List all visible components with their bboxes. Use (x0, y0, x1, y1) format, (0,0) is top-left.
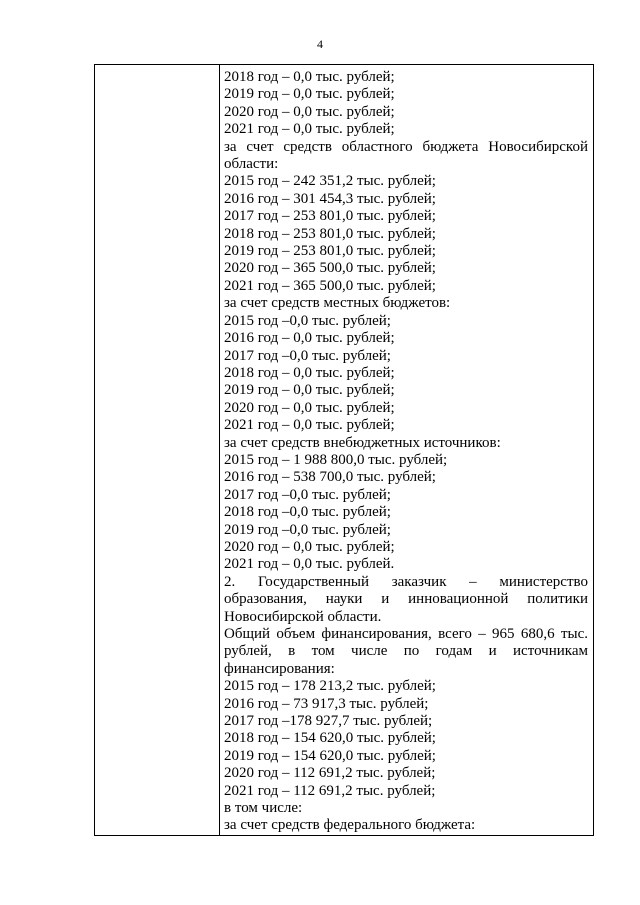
extrabudget-line: 2018 год –0,0 тыс. рублей; (224, 504, 391, 521)
column-divider (219, 65, 220, 835)
local-line: 2015 год –0,0 тыс. рублей; (224, 312, 391, 329)
regional-heading: за счет средств областного бюджета Новосибирской (224, 138, 588, 155)
extrabudget-line: 2015 год – 1 988 800,0 тыс. рублей; (224, 451, 448, 468)
table-left-cell (95, 65, 219, 835)
customer-year-line: 2021 год – 112 691,2 тыс. рублей; (224, 782, 436, 799)
local-line: 2020 год – 0,0 тыс. рублей; (224, 399, 395, 416)
local-line: 2018 год – 0,0 тыс. рублей; (224, 364, 395, 381)
federal-line: 2019 год – 0,0 тыс. рублей; (224, 86, 395, 103)
local-line: 2016 год – 0,0 тыс. рублей; (224, 330, 395, 347)
table-right-cell (224, 69, 588, 835)
regional-line: 2017 год – 253 801,0 тыс. рублей; (224, 208, 436, 225)
extrabudget-line: 2016 год – 538 700,0 тыс. рублей; (224, 469, 436, 486)
customer-year-line: 2019 год – 154 620,0 тыс. рублей; (224, 747, 436, 764)
regional-line: 2020 год – 365 500,0 тыс. рублей; (224, 260, 436, 277)
regional-line: 2016 год – 301 454,3 тыс. рублей; (224, 190, 436, 207)
regional-line: 2021 год – 365 500,0 тыс. рублей; (224, 277, 436, 294)
customer-year-line: 2018 год – 154 620,0 тыс. рублей; (224, 730, 436, 747)
including-label: в том числе: (224, 800, 303, 817)
customer-year-line: 2020 год – 112 691,2 тыс. рублей; (224, 765, 436, 782)
customer-year-line: 2017 год –178 927,7 тыс. рублей; (224, 713, 433, 730)
regional-line: 2015 год – 242 351,2 тыс. рублей; (224, 173, 436, 190)
local-line: 2017 год –0,0 тыс. рублей; (224, 347, 391, 364)
extrabudget-line: 2020 год – 0,0 тыс. рублей; (224, 538, 395, 555)
regional-line: 2019 год – 253 801,0 тыс. рублей; (224, 243, 436, 260)
total-line: финансирования: (224, 660, 335, 677)
total-line: Общий объем финансирования, всего – 965 680,6 тыс. (224, 626, 588, 642)
federal-line: 2020 год – 0,0 тыс. рублей; (224, 103, 395, 120)
page-number: 4 (317, 37, 323, 51)
customer-year-line: 2016 год – 73 917,3 тыс. рублей; (224, 695, 429, 712)
regional-line: 2018 год – 253 801,0 тыс. рублей; (224, 225, 436, 242)
regional-heading-cont: области: (224, 156, 279, 173)
total-line: рублей, в том числе по годам и источникам (224, 643, 588, 660)
extrabudget-heading: за счет средств внебюджетных источников: (224, 434, 501, 451)
federal-heading: за счет средств федерального бюджета: (224, 817, 476, 834)
federal-line: 2018 год – 0,0 тыс. рублей; (224, 69, 395, 85)
customer-year-line: 2015 год – 178 213,2 тыс. рублей; (224, 678, 436, 695)
local-line: 2019 год – 0,0 тыс. рублей; (224, 382, 395, 399)
customer-line: образования, науки и инновационной политики (224, 591, 588, 608)
federal-line: 2021 год – 0,0 тыс. рублей; (224, 121, 395, 138)
local-heading: за счет средств местных бюджетов: (224, 295, 451, 312)
local-line: 2021 год – 0,0 тыс. рублей; (224, 417, 395, 434)
extrabudget-line: 2017 год –0,0 тыс. рублей; (224, 486, 391, 503)
customer-line: 2. Государственный заказчик – министерство (224, 573, 588, 590)
extrabudget-line: 2021 год – 0,0 тыс. рублей. (224, 556, 395, 573)
customer-line: Новосибирской области. (224, 608, 382, 625)
funding-table (94, 64, 594, 836)
extrabudget-line: 2019 год –0,0 тыс. рублей; (224, 521, 391, 538)
